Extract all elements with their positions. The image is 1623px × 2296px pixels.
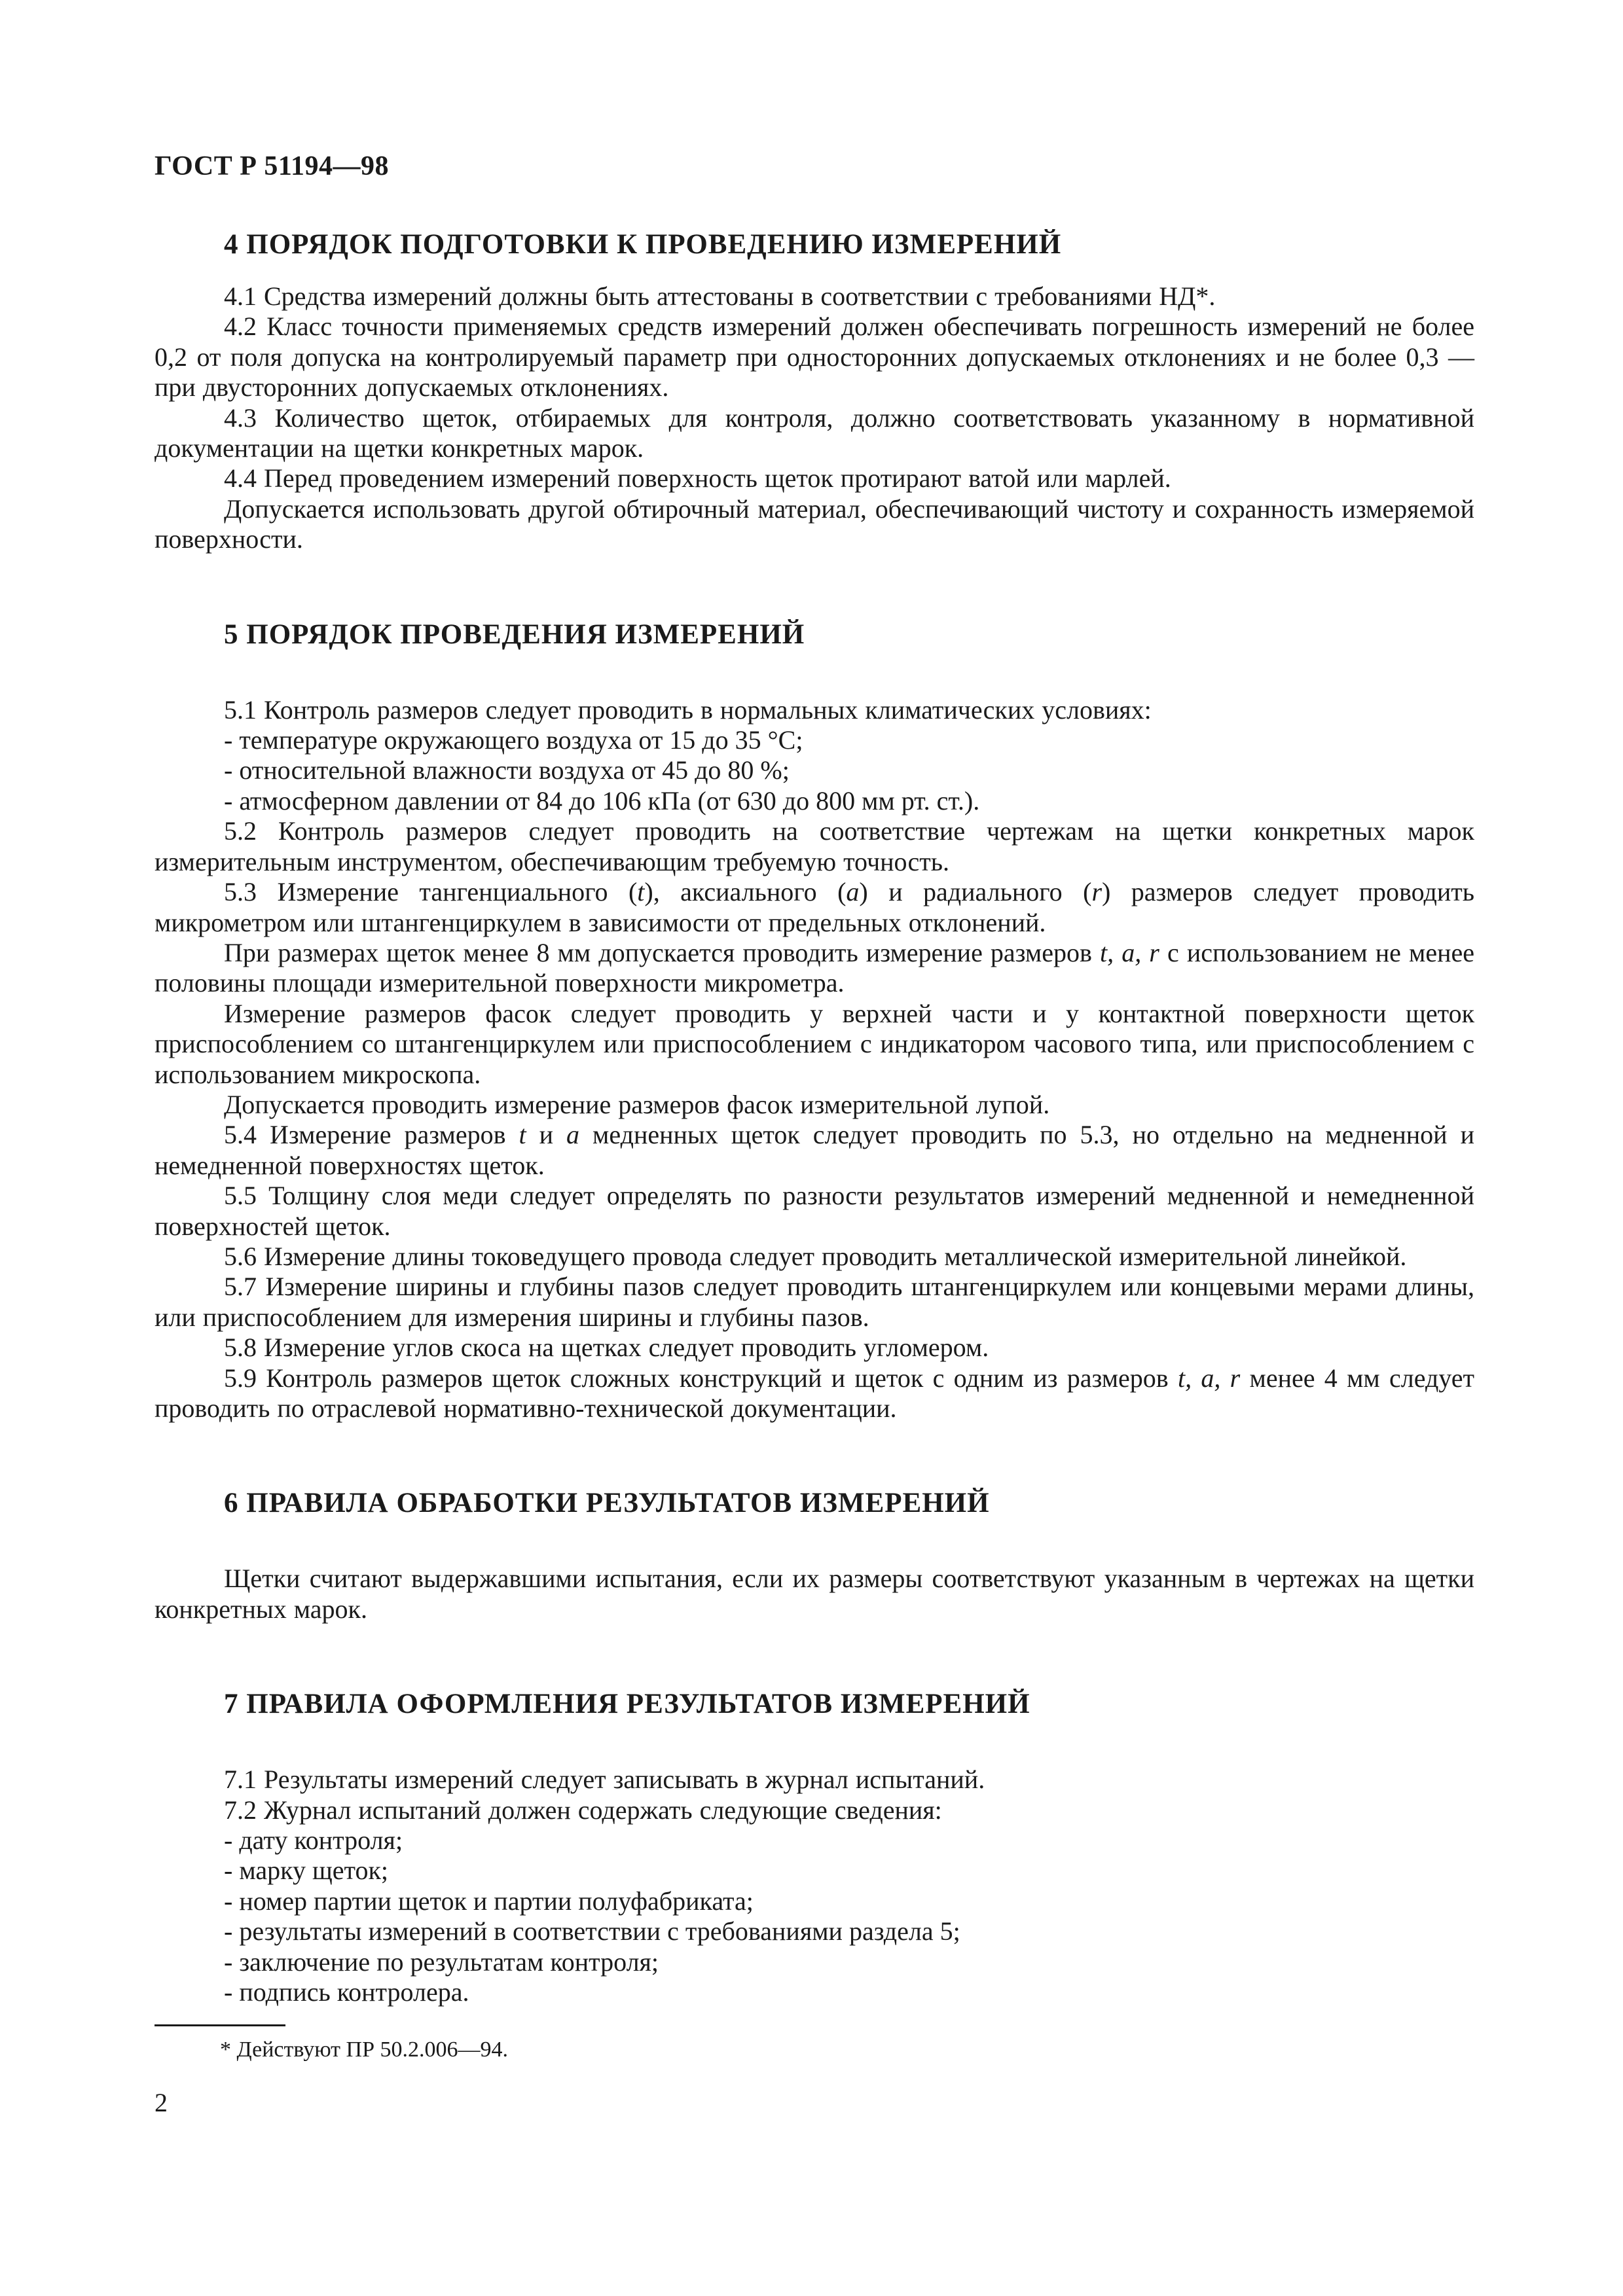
paragraph-5-7: 5.7 Измерение ширины и глубины пазов следует проводить штангенциркулем или концевыми мерами длины, или приспособлением для измерения ширины и глубины пазов.	[155, 1272, 1474, 1332]
paragraph-4-4: 4.4 Перед проведением измерений поверхность щеток протирают ватой или марлей.	[224, 463, 1171, 493]
document-code-header: ГОСТ Р 51194—98	[155, 151, 390, 181]
paragraph-4-2: 4.2 Класс точности применяемых средств измерений должен обеспечивать погрешность измерений не более 0,2 от поля допуска на контролируемый параметр при односторонних допускаемых отклонениях и не более 0,3 — при двусторонних допускаемых отклонениях.	[155, 312, 1474, 403]
paragraph-5-5: 5.5 Толщину слоя меди следует определять по разности результатов измерений медненной и немедненной поверхностей щеток.	[155, 1181, 1474, 1241]
paragraph-7-2: 7.2 Журнал испытаний должен содержать следующие сведения:	[224, 1795, 942, 1825]
paragraph-5-3-small-sizes: При размерах щеток менее 8 мм допускается проводить измерение размеров t, a, r с использованием не менее половины площади измерительной поверхности микрометра.	[155, 937, 1474, 998]
paragraph-5-3-chamfers: Измерение размеров фасок следует проводить у верхней части и у контактной поверхности щеток приспособлением со штангенциркулем или приспособлением с индикатором часового типа, или приспособлением с использованием микроскопа.	[155, 998, 1474, 1089]
journal-item-date: - дату контроля;	[224, 1825, 403, 1856]
paragraph-5-8: 5.8 Измерение углов скоса на щетках следует проводить угломером.	[224, 1333, 989, 1363]
journal-item-batch: - номер партии щеток и партии полуфабриката;	[224, 1886, 754, 1916]
document-page	[155, 149, 1474, 2118]
section-6-title: 6 ПРАВИЛА ОБРАБОТКИ РЕЗУЛЬТАТОВ ИЗМЕРЕНИЙ	[224, 1488, 990, 1519]
journal-item-results: - результаты измерений в соответствии с требованиями раздела 5;	[224, 1916, 960, 1946]
paragraph-4-4-note: Допускается использовать другой обтирочный материал, обеспечивающий чистоту и сохранность измеряемой поверхности.	[155, 493, 1474, 554]
section-4-title: 4 ПОРЯДОК ПОДГОТОВКИ К ПРОВЕДЕНИЮ ИЗМЕРЕНИЙ	[224, 229, 1062, 260]
paragraph-4-3: 4.3 Количество щеток, отбираемых для контроля, должно соответствовать указанному в нормативной документации на щетки конкретных марок.	[155, 403, 1474, 463]
paragraph-5-3-magnifier: Допускается проводить измерение размеров фасок измерительной лупой.	[224, 1089, 1050, 1119]
journal-item-conclusion: - заключение по результатам контроля;	[224, 1946, 659, 1977]
footnote-divider	[155, 2024, 285, 2026]
paragraph-6: Щетки считают выдержавшими испытания, если их размеры соответствуют указанным в чертежах на щетки конкретных марок.	[155, 1564, 1474, 1624]
footnote: * Действуют ПР 50.2.006—94.	[220, 2037, 509, 2062]
journal-item-signature: - подпись контролера.	[224, 1977, 469, 2007]
paragraph-5-1: 5.1 Контроль размеров следует проводить в нормальных климатических условиях:	[224, 694, 1152, 725]
paragraph-5-6: 5.6 Измерение длины токоведущего провода следует проводить металлической измерительной линейкой.	[224, 1241, 1407, 1271]
paragraph-5-3: 5.3 Измерение тангенциального (t), аксиального (a) и радиального (r) размеров следует проводить микрометром или штангенциркулем в зависимости от предельных отклонений.	[155, 877, 1474, 937]
section-7-title: 7 ПРАВИЛА ОФОРМЛЕНИЯ РЕЗУЛЬТАТОВ ИЗМЕРЕНИЙ	[224, 1689, 1030, 1720]
condition-temperature: - температуре окружающего воздуха от 15 до 35 °С;	[224, 725, 803, 755]
paragraph-4-1: 4.1 Средства измерений должны быть аттестованы в соответствии с требованиями НД*.	[224, 281, 1216, 311]
journal-item-brand: - марку щеток;	[224, 1856, 389, 1886]
section-5-title: 5 ПОРЯДОК ПРОВЕДЕНИЯ ИЗМЕРЕНИЙ	[224, 619, 805, 650]
paragraph-5-9: 5.9 Контроль размеров щеток сложных конструкций и щеток с одним из размеров t, a, r менее 4 мм следует проводить по отраслевой нормативно-технической документации.	[155, 1363, 1474, 1423]
condition-humidity: - относительной влажности воздуха от 45 до 80 %;	[224, 755, 790, 785]
paragraph-7-1: 7.1 Результаты измерений следует записывать в журнал испытаний.	[224, 1765, 985, 1795]
paragraph-5-2: 5.2 Контроль размеров следует проводить на соответствие чертежам на щетки конкретных марок измерительным инструментом, обеспечивающим требуемую точность.	[155, 816, 1474, 876]
page-number: 2	[155, 2088, 168, 2118]
paragraph-5-4: 5.4 Измерение размеров t и a медненных щеток следует проводить по 5.3, но отдельно на медненной и немедненной поверхностях щеток.	[155, 1120, 1474, 1180]
condition-pressure: - атмосферном давлении от 84 до 106 кПа (от 630 до 800 мм рт. ст.).	[224, 785, 980, 816]
